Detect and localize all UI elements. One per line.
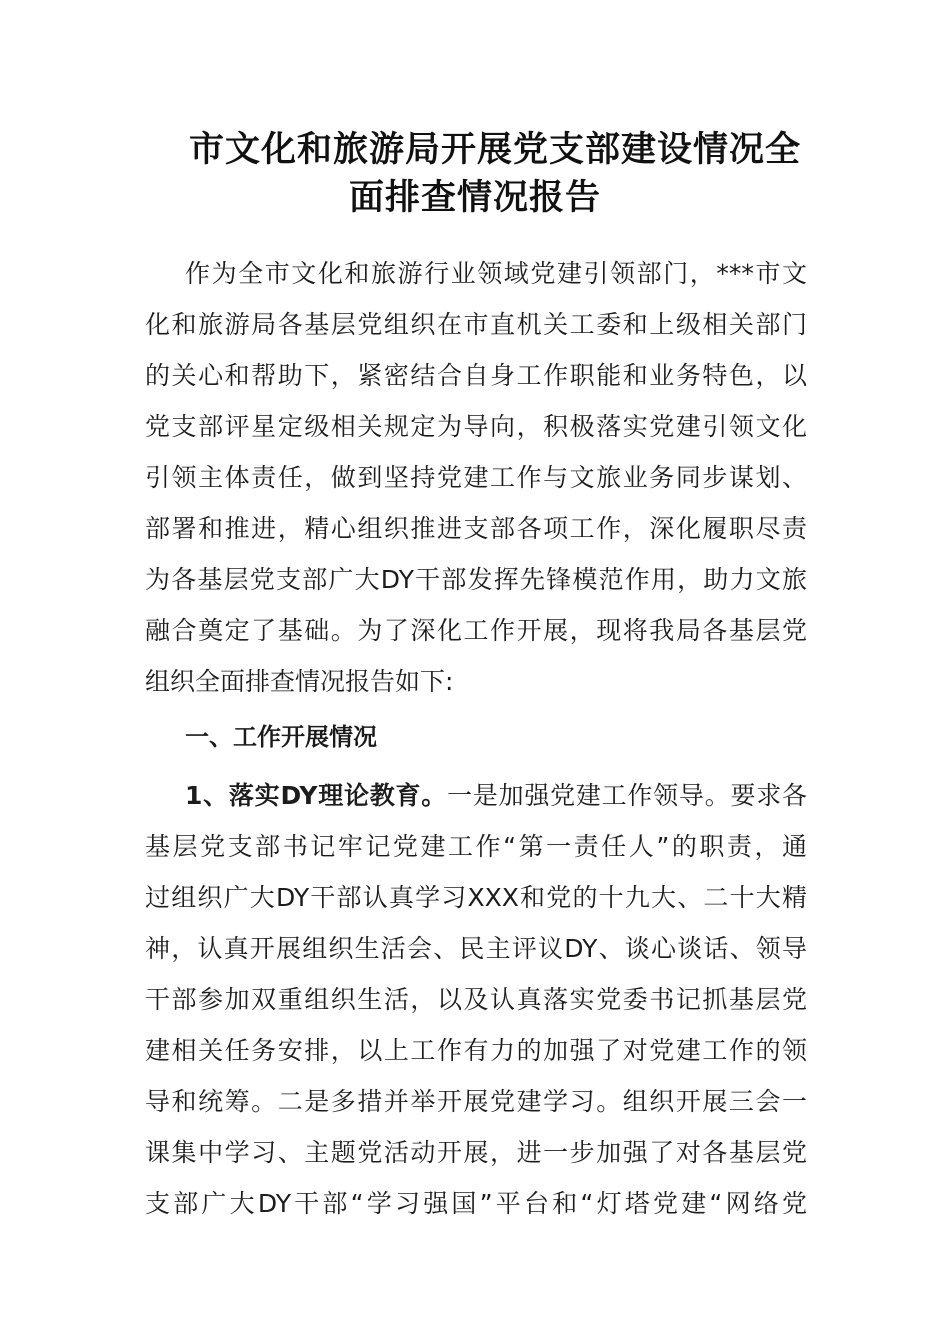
section1-paragraph <box>145 770 807 1229</box>
paragraph-line: 党支部评星定级相关规定为导向，积极落实党建引领文化 <box>145 412 807 441</box>
paragraph-line: 导和统筹。二是多措并举开展党建学习。组织开展三会一 <box>145 1087 807 1116</box>
paragraph-line: 过组织广大DY干部认真学习XXX和党的十九大、二十大精 <box>145 883 807 912</box>
paragraph-line: 部署和推进，精心组织推进支部各项工作，深化履职尽责 <box>145 514 807 543</box>
paragraph-line: 引领主体责任，做到坚持党建工作与文旅业务同步谋划、 <box>145 463 807 492</box>
paragraph-lead: 1、落实DY理论教育。 <box>185 781 448 810</box>
document-title-line-1: 市文化和旅游局开展党支部建设情况全 <box>188 129 801 170</box>
paragraph-line: 的关心和帮助下，紧密结合自身工作职能和业务特色，以 <box>145 361 807 390</box>
paragraph-line: 神，认真开展组织生活会、民主评议DY、谈心谈话、领导 <box>145 934 807 963</box>
paragraph-line: 课集中学习、主题党活动开展，进一步加强了对各基层党 <box>145 1138 807 1167</box>
paragraph-lead-rest: 一是加强党建工作领导。要求各 <box>447 781 807 810</box>
section-heading: 一、工作开展情况 <box>185 723 377 751</box>
paragraph-line: 作为全市文化和旅游行业领域党建引领部门，***市文 <box>185 259 807 288</box>
paragraph-line: 支部广大DY干部“学习强国”平台和“灯塔党建“网络党 <box>145 1189 807 1218</box>
paragraph-line: 化和旅游局各基层党组织在市直机关工委和上级相关部门 <box>145 310 807 339</box>
paragraph-line: 为各基层党支部广大DY干部发挥先锋模范作用，助力文旅 <box>145 565 807 594</box>
intro-paragraph <box>145 248 807 707</box>
paragraph-line-first <box>145 770 807 821</box>
paragraph-line: 组织全面排查情况报告如下: <box>145 667 454 696</box>
document-title-line-2: 面排查情况报告 <box>348 177 601 218</box>
paragraph-line: 融合奠定了基础。为了深化工作开展，现将我局各基层党 <box>145 616 807 645</box>
paragraph-line: 基层党支部书记牢记党建工作“第一责任人”的职责，通 <box>145 832 807 861</box>
paragraph-line: 建相关任务安排，以上工作有力的加强了对党建工作的领 <box>145 1036 807 1065</box>
paragraph-line: 干部参加双重组织生活，以及认真落实党委书记抓基层党 <box>145 985 807 1014</box>
